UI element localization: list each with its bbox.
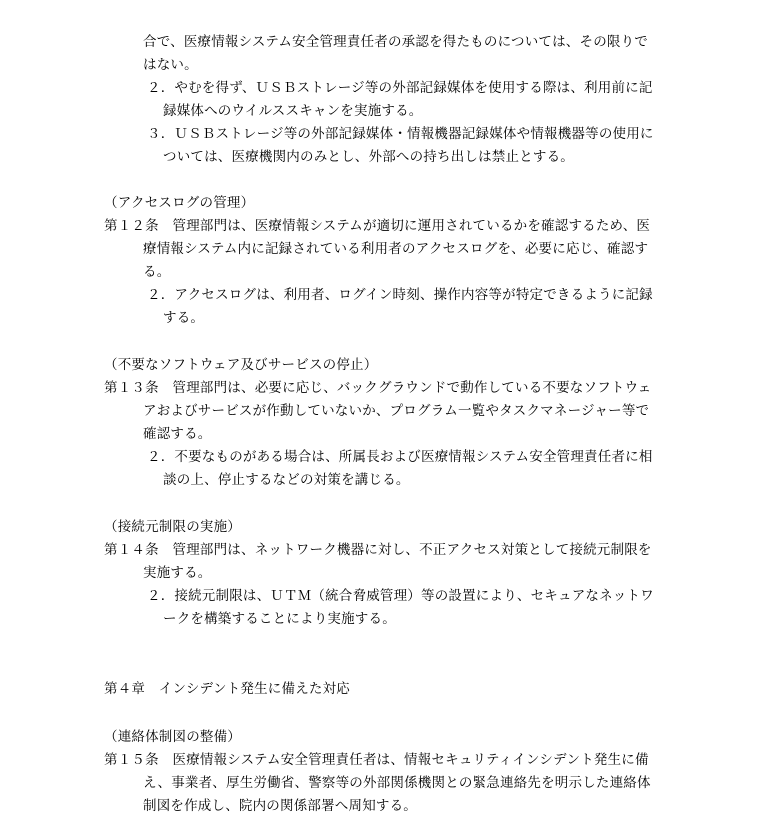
continuation-line-2: はない。 [143, 57, 198, 73]
article12-item2-line-2: する。 [163, 310, 205, 326]
article14-heading: （接続元制限の実施） [104, 519, 241, 535]
article14-line-1: 第１４条 管理部門は、ネットワーク機器に対し、不正アクセス対策として接続元制限を [104, 542, 652, 558]
article14-line-2: 実施する。 [143, 565, 212, 581]
article14-item2-line-2: ークを構築することにより実施する。 [163, 611, 396, 627]
article13-line-3: 確認する。 [143, 426, 212, 442]
continuation-item3-line-2: ついては、医療機関内のみとし、外部への持ち出しは禁止とする。 [163, 149, 574, 165]
article13-heading: （不要なソフトウェア及びサービスの停止） [104, 357, 378, 373]
continuation-line-1: 合で、医療情報システム安全管理責任者の承認を得たものについては、その限りで [143, 34, 649, 50]
article13-item2-line-1: ２．不要なものがある場合は、所属長および医療情報システム安全管理責任者に相 [147, 449, 653, 465]
continuation-item2-line-2: 録媒体へのウイルススキャンを実施する。 [163, 103, 423, 119]
article12-item2-line-1: ２．アクセスログは、利用者、ログイン時刻、操作内容等が特定できるように記録 [147, 287, 653, 303]
continuation-item3-line-1: ３．ＵＳＢストレージ等の外部記録媒体・情報機器記録媒体や情報機器等の使用に [147, 126, 654, 142]
article12-line-3: る。 [143, 264, 171, 280]
article12-heading: （アクセスログの管理） [104, 195, 255, 211]
continuation-item2-line-1: ２．やむを得ず、ＵＳＢストレージ等の外部記録媒体を使用する際は、利用前に記 [147, 80, 653, 96]
article15-line-2: え、事業者、厚生労働省、警察等の外部関係機関との緊急連絡先を明示した連絡体 [143, 775, 651, 791]
article12-line-2: 療情報システム内に記録されている利用者のアクセスログを、必要に応じ、確認す [143, 241, 649, 257]
article15-heading: （連絡体制図の整備） [104, 729, 241, 745]
article15-line-1: 第１５条 医療情報システム安全管理責任者は、情報セキュリティインシデント発生に備 [104, 752, 649, 768]
article13-line-2: アおよびサービスが作動していないか、プログラム一覧やタスクマネージャー等で [143, 403, 650, 419]
article13-item2-line-2: 談の上、停止するなどの対策を講じる。 [163, 472, 410, 488]
chapter4-title: 第４章 インシデント発生に備えた対応 [104, 681, 350, 697]
article13-line-1: 第１３条 管理部門は、必要に応じ、バックグラウンドで動作している不要なソフトウェ [104, 380, 652, 396]
article12-line-1: 第１２条 管理部門は、医療情報システムが適切に運用されているかを確認するため、医 [104, 218, 651, 234]
article15-line-3: 制図を作成し、院内の関係部署へ周知する。 [143, 798, 417, 814]
article14-item2-line-1: ２．接続元制限は、ＵＴＭ（統合脅威管理）等の設置により、セキュアなネットワ [147, 588, 654, 604]
